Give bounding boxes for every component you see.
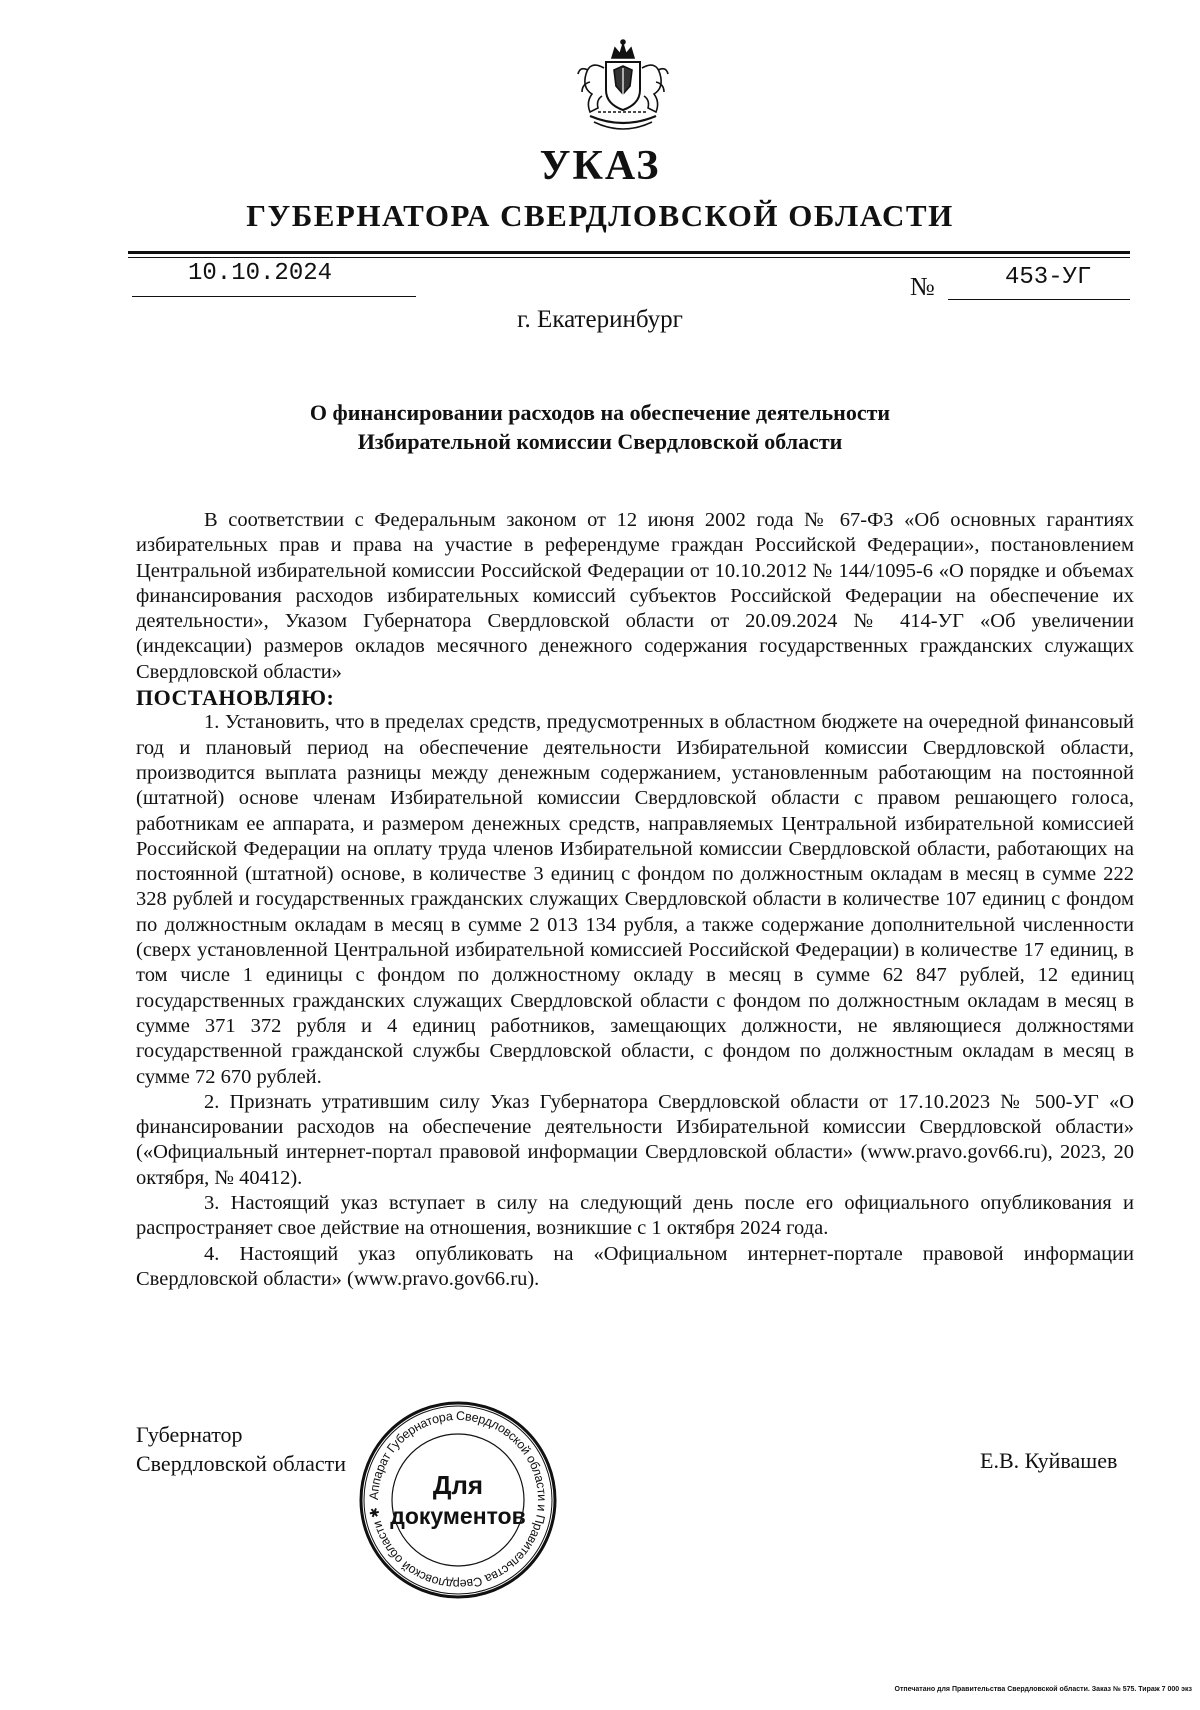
decree-body [136,508,1134,1292]
item-1-paragraph: 1. Установить, что в пределах средств, предусмотренных в областном бюджете на очередной финансовый год и плановый период на обеспечение деятельности Избирательной комиссии Свердловской области, производится выплата разницы между денежным содержанием, установленным работающим на постоянной (штатной) основе членам Избирательной комиссии Свердловской области с правом решающего голоса, работникам ее аппарата, и размером денежных средств, направляемых Центральной избирательной комиссией Российской Федерации на оплату труда членов Избирательной комиссии Свердловской области, работающих на постоянной (штатной) основе, в количестве 3 единиц с фондом по должностным окладам в месяц в сумме 222 328 рублей и государственных гражданских служащих Свердловской области в количестве 107 единиц с фондом по должностным окладам в месяц в сумме 2 013 134 рубля, а также содержание дополнительной численности (сверх установленной Центральной избирательной комиссией Российской Федерации) в количестве 17 единиц, в том числе 1 единицы с фондом по должностному окладу в месяц в сумме 62 847 рублей, 12 единиц государственных гражданских служащих Свердловской области с фондом по должностным окладам в месяц в сумме 371 372 рубля и 4 единиц работников, замещающих должности, не являющиеся должностями государственной гражданской службы Свердловской области, с фондом по должностным окладам в месяц в сумме 72 670 рублей. [136,711,1134,1088]
decree-date: 10.10.2024 [188,260,333,287]
stamp-ring-text: Аппарат Губернатора Свердловской области и Правительства Свердловской области ✱ [366,1408,550,1592]
header-rule-thick [128,251,1130,254]
official-stamp [358,1400,558,1600]
stamp-center-line-2: документов [390,1503,526,1529]
heading-line-1: О финансировании расходов на обеспечение деятельности [309,400,891,425]
decree-heading [200,398,1000,456]
signatory-role [136,1420,346,1478]
print-note: Отпечатано для Правительства Свердловской области. Заказ № 575. Тираж 7 000 экз [894,1686,1192,1693]
issuer-subtitle: ГУБЕРНАТОРА СВЕРДЛОВСКОЙ ОБЛАСТИ [246,198,954,233]
date-underline [132,296,416,297]
preamble-paragraph: В соответствии с Федеральным законом от 12 июня 2002 года № 67-ФЗ «Об основных гарантиях избирательных прав и права на участие в референдуме граждан Российской Федерации», постановлением Центральной избирательной комиссии Российской Федерации от 10.10.2012 № 144/1095-6 «О порядке и объемах финансирования расходов избирательных комиссий субъектов Российской Федерации на обеспечение их деятельности», Указом Губернатора Свердловской области от 20.09.2024 № 414-УГ «Об увеличении (индексации) размеров окладов месячного денежного содержания государственных гражданских служащих Свердловской области» [136,509,1134,683]
item-4-paragraph: 4. Настоящий указ опубликовать на «Официальном интернет-портале правовой информации Свердловской области» (www.pravo.gov66.ru). [136,1242,1134,1290]
decree-keyword: ПОСТАНОВЛЯЮ: [136,685,335,711]
decree-number: 453-УГ [1005,264,1092,291]
item-2-paragraph: 2. Признать утратившим силу Указ Губернатора Свердловской области от 17.10.2023 № 500-УГ «О финансировании расходов на обеспечение деятельности Избирательной комиссии Свердловской области» («Официальный интернет-портал правовой информации Свердловской области» (www.pravo.gov66.ru), 2023, 20 октября, № 40412). [136,1090,1134,1189]
number-sign: № [910,272,935,301]
city-name: г. Екатеринбург [517,306,683,333]
stamp-center-line-1: Для [432,1470,484,1500]
heading-line-2: Избирательной комиссии Свердловской области [357,429,843,454]
item-3-paragraph: 3. Настоящий указ вступает в силу на следующий день после его официального опубликования и распространяет свое действие на отношения, возникшие с 1 октября 2024 года. [136,1192,1134,1240]
header-rule-thin [128,257,1130,258]
coat-of-arms-emblem [568,38,678,138]
signatory-role-line-1: Губернатор [136,1422,243,1447]
number-underline [948,299,1130,300]
document-type-title: УКАЗ [539,143,661,189]
signatory-name: Е.В. Куйвашев [980,1448,1118,1473]
signatory-role-line-2: Свердловской области [136,1451,346,1476]
